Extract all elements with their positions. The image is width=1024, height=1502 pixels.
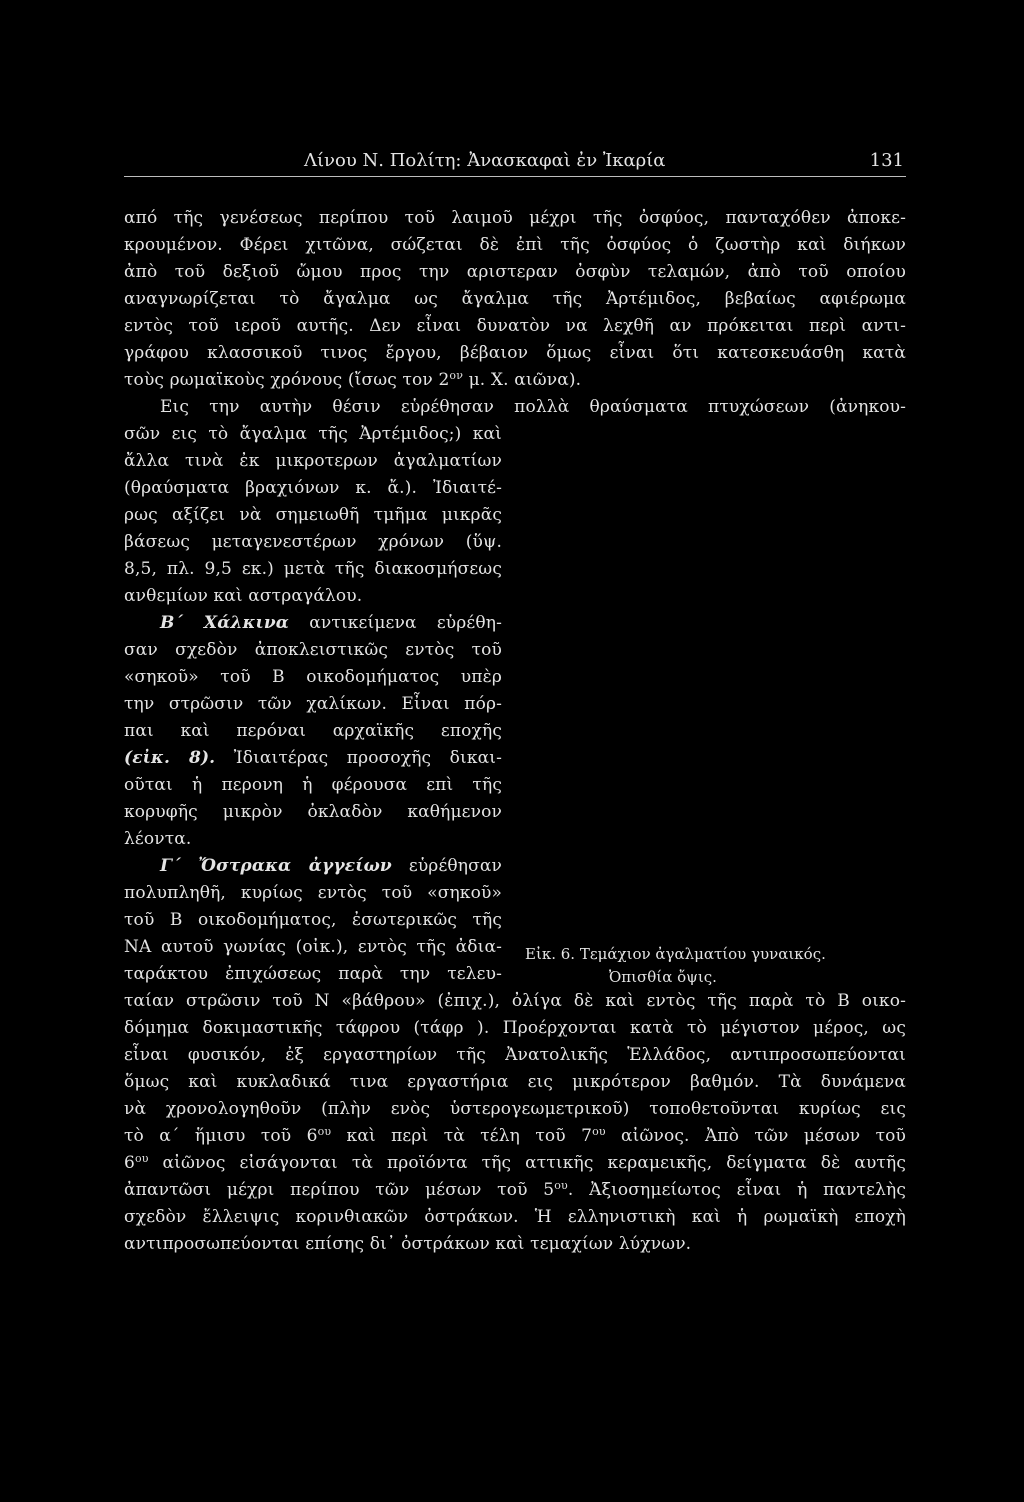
text-line: παι καὶ περόναι αρχαϊκῆς εποχῆς: [124, 721, 502, 741]
text-line: οῦται ἡ περονη ἡ φέρουσα επὶ τῆς: [124, 775, 502, 795]
text-line: νὰ χρονολογηθοῦν (πλὴν ενὸς ὑστερογεωμετρικοῦ) τοποθετοῦνται κυρίως εις: [124, 1099, 906, 1119]
text-line: κρουμένον. Φέρει χιτῶνα, σώζεται δὲ ἐπὶ τῆς ὀσφύος ὁ ζωστὴρ καὶ διήκων: [124, 235, 906, 255]
text-line: σῶν εις τὸ ἄγαλμα τῆς Ἀρτέμιδος;) καὶ: [124, 424, 502, 444]
section-heading-line: Β΄ Χάλκινα αντικείμενα εὑρέθη-: [160, 613, 502, 633]
text-line: εἶναι φυσικόν, ἐξ εργαστηρίων τῆς Ἀνατολικῆς Ἑλλάδος, αντιπροσωπεύονται: [124, 1045, 906, 1065]
text-line: «σηκοῦ» τοῦ Β οικοδομήματος υπὲρ: [124, 667, 502, 687]
section-heading-line: Γ΄ Ὄστρακα ἀγγείων εὑρέθησαν: [160, 856, 502, 876]
text-line: ρως αξίζει νὰ σημειωθῆ τμῆμα μικρᾶς: [124, 505, 502, 525]
text-line: κορυφῆς μικρὸν ὀκλαδὸν καθήμενον: [124, 802, 502, 822]
text-line: από τῆς γενέσεως περίπου τοῦ λαιμοῦ μέχρι τῆς ὀσφύος, πανταχόθεν ἀποκε-: [124, 208, 906, 228]
running-header: [124, 147, 904, 175]
text-line: αναγνωρίζεται τὸ ἄγαλμα ως ἄγαλμα τῆς Ἀρτέμιδος, βεβαίως αφιέρωμα: [124, 289, 906, 309]
text-line: τοῦ Β οικοδομήματος, ἐσωτερικῶς τῆς: [124, 910, 502, 930]
text-line: ανθεμίων καὶ αστραγάλου.: [124, 586, 363, 606]
text-line: ταίαν στρῶσιν τοῦ Ν «βάθρου» (ἐπιχ.), ὀλίγα δὲ καὶ εντὸς τῆς παρὰ τὸ Β οικο-: [124, 991, 906, 1011]
text-line: ὅμως καὶ κυκλαδικά τινα εργαστήρια εις μικρότερον βαθμόν. Τὰ δυνάμενα: [124, 1072, 906, 1092]
header-rule: [124, 176, 906, 177]
text-line: ΝΑ αυτοῦ γωνίας (οἰκ.), εντὸς τῆς ἀδια-: [124, 937, 502, 957]
text-line: σχεδὸν ἔλλειψις κορινθιακῶν ὀστράκων. Ἡ ελληνιστικὴ καὶ ἡ ρωμαϊκὴ εποχὴ: [124, 1207, 906, 1227]
text-line: 8,5, πλ. 9,5 εκ.) μετὰ τῆς διακοσμήσεως: [124, 559, 502, 579]
text-line: $6^{o\upsilon}$ αἰῶνος εἰσάγονται τὰ προϊόντα τῆς αττικῆς κεραμεικῆς, δείγματα δὲ αυτῆς: [124, 1152, 906, 1173]
text-line: βάσεως μεταγενεστέρων χρόνων (ὕψ.: [124, 532, 502, 552]
section-c-heading: Γ΄ Ὄστρακα ἀγγείων: [160, 856, 392, 876]
text-line: γράφου κλασσικοῦ τινος ἔργου, βέβαιον ὅμως εἶναι ὅτι κατεσκευάσθη κατὰ: [124, 343, 906, 363]
text-line: ἄλλα τινὰ ἐκ μικροτερων ἀγαλματίων: [124, 451, 502, 471]
text-line: αντιπροσωπεύονται επίσης δι᾽ ὀστράκων καὶ τεμαχίων λύχνων.: [124, 1234, 692, 1254]
text-line: λέοντα.: [124, 829, 192, 849]
figure-caption-subtitle: Ὀπισθία ὄψις.: [609, 968, 717, 986]
text-line: Εις την αυτὴν θέσιν εὑρέθησαν πολλὰ θραύσματα πτυχώσεων (ἀνηκου-: [160, 397, 906, 417]
text-line: σαν σχεδὸν ἀποκλειστικῶς εντὸς τοῦ: [124, 640, 502, 660]
text-line: (εἰκ. 8). Ἰδιαιτέρας προσοχῆς δικαι-: [124, 748, 502, 768]
header-title: Λίνου Ν. Πολίτη: Ἀνασκαφαὶ ἐν Ἰκαρία: [304, 150, 666, 171]
figure-caption-title: Εἰκ. 6. Τεμάχιον ἀγαλματίου γυναικός.: [525, 945, 826, 963]
text-line: ταράκτου ἐπιχώσεως παρὰ την τελευ-: [124, 964, 502, 984]
text-line: την στρῶσιν τῶν χαλίκων. Εἶναι πόρ-: [124, 694, 502, 714]
page-number: 131: [869, 150, 904, 171]
section-b-heading: Β΄ Χάλκινα: [160, 613, 290, 633]
text-line: δόμημα δοκιμαστικῆς τάφρου (τάφρ ). Προέρχονται κατὰ τὸ μέγιστον μέρος, ως: [124, 1018, 906, 1038]
text-line: ἀπὸ τοῦ δεξιοῦ ὤμου προς την αριστεραν ὀσφὺν τελαμών, ἀπὸ τοῦ οποίου: [124, 262, 906, 282]
text-line: ἀπαντῶσι μέχρι περίπου τῶν μέσων τοῦ $5^{o\upsilon}$. Ἀξιοσημείωτος εἶναι ἡ παντελὴς: [124, 1179, 906, 1200]
text-line: εντὸς τοῦ ιεροῦ αυτῆς. Δεν εἶναι δυνατὸν να λεχθῆ αν πρόκειται περὶ αντι-: [124, 316, 906, 336]
text-line: τὸ α΄ ἥμισυ τοῦ $6^{o\upsilon}$ καὶ περὶ τὰ τέλη τοῦ $7^{o\upsilon}$ αἰῶνος. Ἀπὸ τῶν μέσων τοῦ: [124, 1125, 906, 1146]
figure-reference: (εἰκ. 8).: [124, 748, 216, 768]
text-line: (θραύσματα βραχιόνων κ. ἄ.). Ἰδιαιτέ-: [124, 478, 502, 498]
text-line: τοὺς ρωμαϊκοὺς χρόνους (ἴσως τον $2^{o\nu}$ μ. Χ. αιῶνα).: [124, 369, 582, 390]
text-line: πολυπληθῆ, κυρίως εντὸς τοῦ «σηκοῦ»: [124, 883, 502, 903]
